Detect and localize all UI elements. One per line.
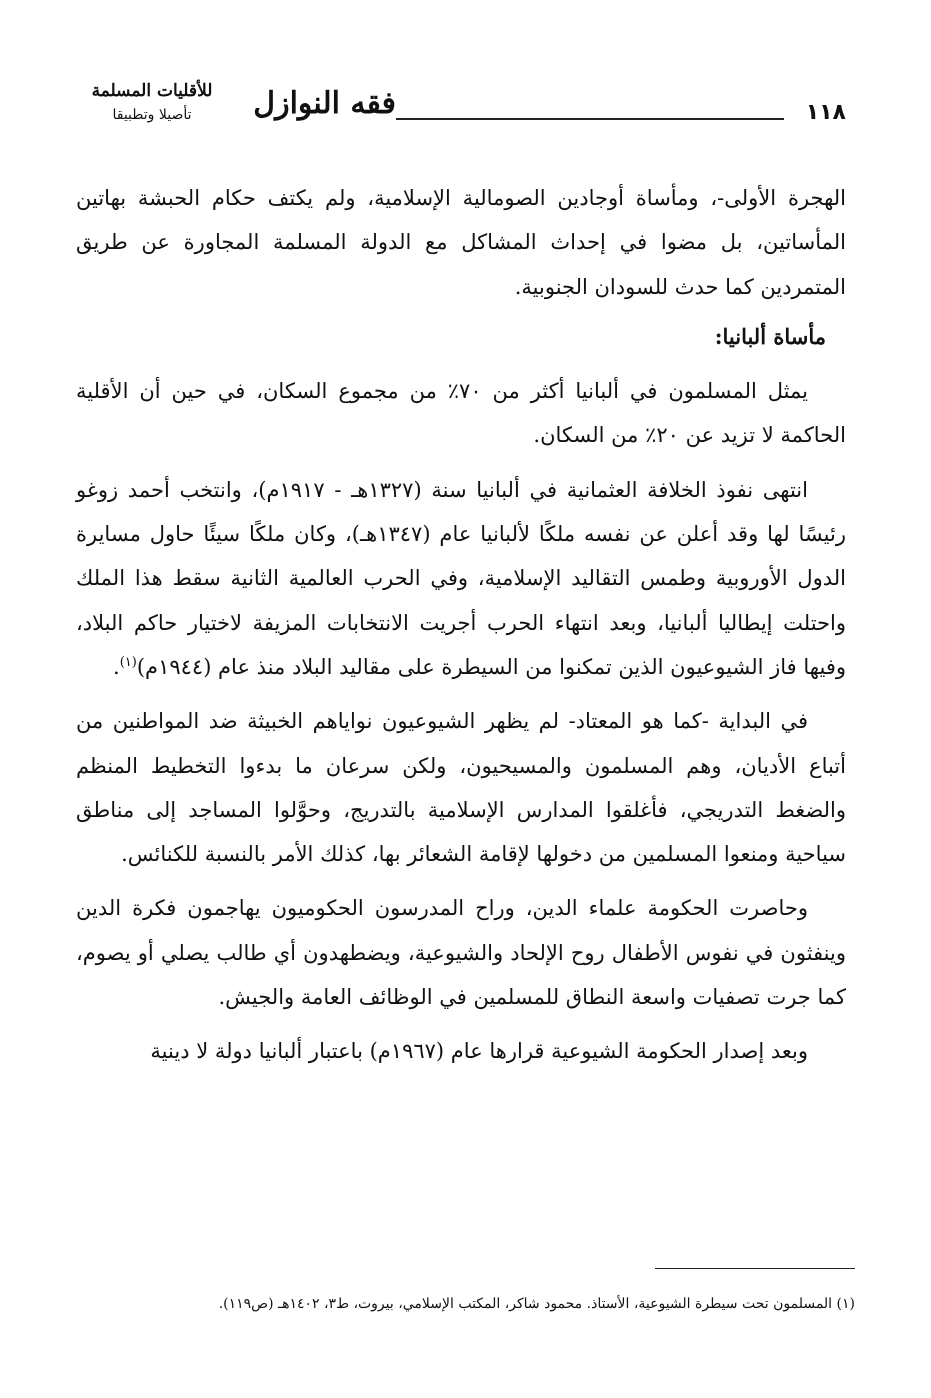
footnote: (١) المسلمون تحت سيطرة الشيوعية، الأستاذ. محمود شاكر، المكتب الإسلامي، بيروت، ط٣، ١٤٠٢هـ (ص١١٩). (218, 1296, 855, 1312)
footnote-reference: (١) (119, 654, 137, 670)
page-header (76, 72, 846, 144)
footnote-rule (655, 1268, 855, 1269)
header-rule (396, 118, 784, 120)
book-title-subtitle (76, 78, 228, 126)
book-title-subtitle-line1: للأقليات المسلمة (91, 81, 213, 101)
page-number: ١١٨ (805, 100, 846, 125)
section-heading: مأساة ألبانيا: (714, 323, 826, 349)
book-title-subtitle-line2: تأصيلا وتطبيقا (112, 107, 192, 123)
paragraph-4: في البداية -كما هو المعتاد- لم يظهر الشيوعيون نواياهم الخبيثة ضد المواطنين من أتباع الأديان، وهم المسلمون والمسيحيون، ولكن سرعان ما بدءوا التخطيط المنظم والضغط التدريجي، فأغلقوا المدارس الإسلامية بالتدريج، وحوَّلوا المساجد إلى مناطق سياحية ومنعوا المسلمين من دخولها لإقامة الشعائر بها، كذلك الأمر بالنسبة للكنائس. (76, 709, 846, 867)
body-text (76, 176, 846, 1084)
paragraph-3-end: . (113, 654, 120, 679)
paragraph-3-text: انتهى نفوذ الخلافة العثمانية في ألبانيا سنة (١٣٢٧هـ - ١٩١٧م)، وانتخب أحمد زوغو رئيسًا لها وقد أعلن عن نفسه ملكًا لألبانيا عام (١٣٤٧هـ)، وكان ملكًا سيئًا حاول مسايرة الدول الأوروبية وطمس التقاليد الإسلامية، وفي الحرب العالمية الثانية سقط هذا الملك واحتلت إيطاليا ألبانيا، وبعد انتهاء الحرب أجريت الانتخابات المزيفة لاختيار حاكم البلاد، وفيها فاز الشيوعيون الذين تمكنوا من السيطرة على مقاليد البلاد منذ عام (١٩٤٤م) (76, 477, 846, 679)
book-title (76, 74, 396, 144)
paragraph-2: يمثل المسلمون في ألبانيا أكثر من ٧٠٪ من مجموع السكان، في حين أن الأقلية الحاكمة لا تزيد عن ٢٠٪ من السكان. (76, 379, 846, 448)
book-title-main: فقه النوازل (253, 86, 396, 121)
paragraph-3 (76, 468, 846, 689)
paragraph-1: الهجرة الأولى-، ومأساة أوجادين الصومالية الإسلامية، ولم يكتف حكام الحبشة بهاتين المأساتين، بل مضوا في إحداث المشاكل مع الدولة المسلمة المجاورة عن طريق المتمردين كما حدث للسودان الجنوبية. (76, 186, 846, 299)
paragraph-5: وحاصرت الحكومة علماء الدين، وراح المدرسون الحكوميون يهاجمون فكرة الدين وينفثون في نفوس الأطفال روح الإلحاد والشيوعية، ويضطهدون أي طالب يصلي أو يصوم، كما جرت تصفيات واسعة النطاق للمسلمين في الوظائف العامة والجيش. (76, 896, 846, 1010)
paragraph-6: وبعد إصدار الحكومة الشيوعية قرارها عام (١٩٦٧م) باعتبار ألبانيا دولة لا دينية (150, 1039, 808, 1064)
